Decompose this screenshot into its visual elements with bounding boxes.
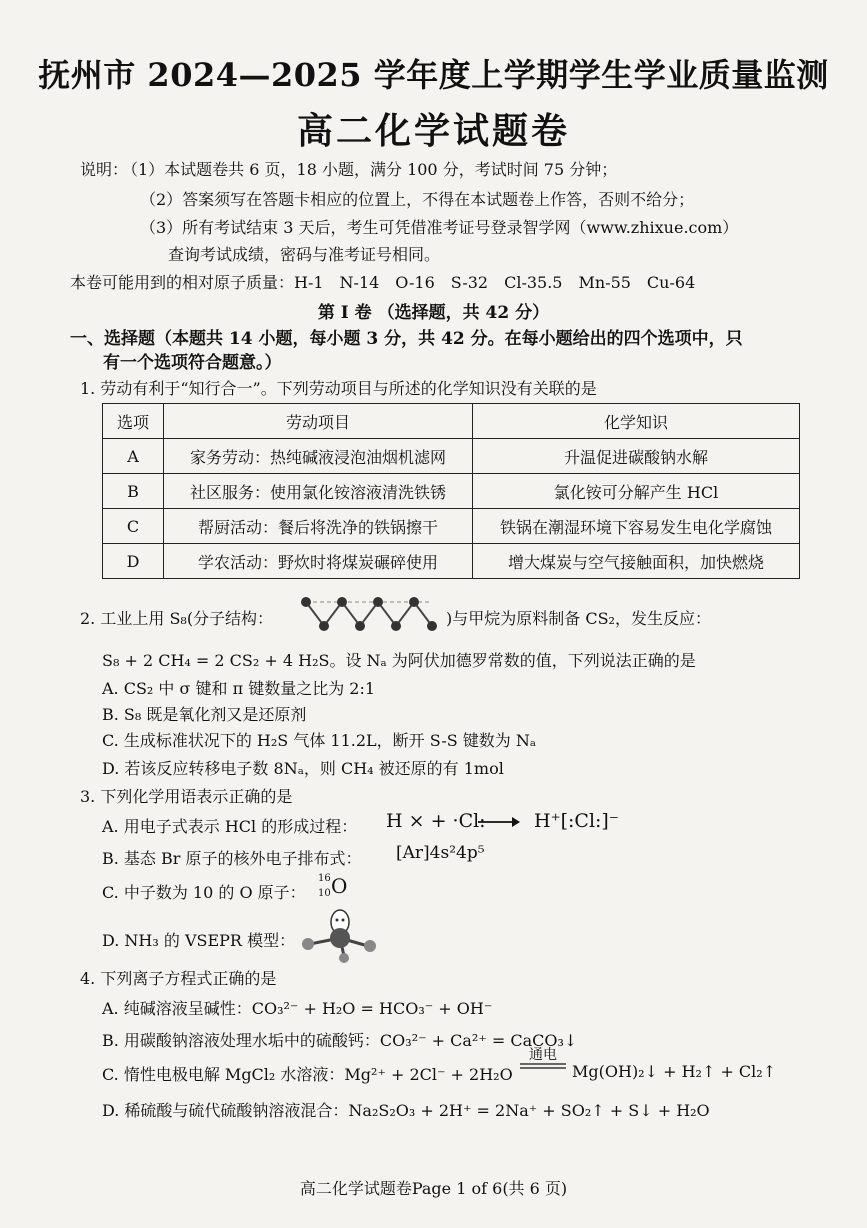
table-cell: A <box>103 439 164 474</box>
table-row <box>103 474 800 509</box>
q2-option-c: C. 生成标准状况下的 H₂S 气体 11.2L，断开 S-S 键数为 Nₐ <box>102 731 537 750</box>
nitrogen-atom <box>330 928 350 948</box>
q1-stem: 1. 劳动有利于“知行合一”。下列劳动项目与所述的化学知识没有关联的是 <box>80 379 597 398</box>
q3-option-a: A. 用电子式表示 HCl 的形成过程： <box>102 817 358 836</box>
instruction-item-3: （3）所有考试结束 3 天后，考生可凭借准考证号登录智学网（www.zhixue.com） <box>140 218 739 237</box>
instruction-item-1: （1）本试题卷共 6 页，18 小题，满分 100 分，考试时间 75 分钟； <box>122 160 618 179</box>
table-cell: 社区服务：使用氯化铵溶液清洗铁锈 <box>164 474 473 509</box>
table-header-cell: 选项 <box>103 404 164 439</box>
q2-stem-part2: )与甲烷为原料制备 CS₂，发生反应： <box>446 609 711 628</box>
q4-option-c-products: Mg(OH)₂↓ + H₂↑ + Cl₂↑ <box>572 1062 777 1081</box>
q3-option-a-formula-left: H × + ·Cl: <box>386 810 486 832</box>
instruction-item-2: （2）答案须写在答题卡相应的位置上，不得在本试题卷上作答，否则不给分； <box>140 190 695 209</box>
double-line-equals <box>520 1063 566 1069</box>
exam-subtitle: 高二化学试题卷 <box>296 110 570 152</box>
q4-option-c: C. 惰性电极电解 MgCl₂ 水溶液：Mg²⁺ + 2Cl⁻ + 2H₂O <box>102 1065 513 1084</box>
table-header-cell: 化学知识 <box>473 404 800 439</box>
q3-option-c-symbol: O <box>331 874 348 898</box>
s8-structure-diagram <box>296 592 446 636</box>
q3-option-b: B. 基态 Br 原子的核外电子排布式： <box>102 849 362 868</box>
arrow-right-icon <box>476 814 522 830</box>
q3-option-d: D. NH₃ 的 VSEPR 模型： <box>102 931 296 950</box>
q4-option-a: A. 纯碱溶液呈碱性：CO₃²⁻ + H₂O = HCO₃⁻ + OH⁻ <box>102 999 493 1018</box>
q3-option-c-mass-number: 16 <box>318 873 331 884</box>
table-cell: 升温促进碳酸钠水解 <box>473 439 800 474</box>
q4-option-c-condition: 通电 <box>529 1047 557 1063</box>
table-row <box>103 439 800 474</box>
nh3-vsepr-model <box>298 908 380 964</box>
table-header-cell: 劳动项目 <box>164 404 473 439</box>
q2-option-a: A. CS₂ 中 σ 键和 π 键数量之比为 2:1 <box>102 679 376 698</box>
q3-option-c: C. 中子数为 10 的 O 原子： <box>102 883 306 902</box>
q4-option-b: B. 用碳酸钠溶液处理水垢中的硫酸钙：CO₃²⁻ + Ca²⁺ = CaCO₃↓ <box>102 1031 578 1050</box>
table-cell: 帮厨活动：餐后将洗净的铁锅擦干 <box>164 509 473 544</box>
table-row <box>103 509 800 544</box>
table-cell: 学农活动：野炊时将煤炭碾碎使用 <box>164 544 473 579</box>
q2-reaction-line: S₈ + 2 CH₄ = 2 CS₂ + 4 H₂S。设 Nₐ 为阿伏加德罗常数的值，下列说法正确的是 <box>102 651 696 670</box>
q3-option-b-formula: [Ar]4s²4p⁵ <box>396 843 485 863</box>
instructions-label: 说明： <box>80 160 129 179</box>
table-cell: C <box>103 509 164 544</box>
table-cell: 增大煤炭与空气接触面积，加快燃烧 <box>473 544 800 579</box>
q3-option-a-formula-right: H⁺[:Cl:]⁻ <box>534 810 619 832</box>
table-cell: B <box>103 474 164 509</box>
q4-option-d: D. 稀硫酸与硫代硫酸钠溶液混合：Na₂S₂O₃ + 2H⁺ = 2Na⁺ + SO₂↑ + S↓ + H₂O <box>102 1101 710 1120</box>
q3-stem: 3. 下列化学用语表示正确的是 <box>80 787 293 806</box>
q2-stem-part1: 2. 工业上用 S₈(分子结构： <box>80 609 274 628</box>
table-cell: 家务劳动：热纯碱液浸泡油烟机滤网 <box>164 439 473 474</box>
section-intro-line1: 一、选择题（本题共 14 小题，每小题 3 分，共 42 分。在每小题给出的四个选项中，只 <box>70 329 743 349</box>
q2-option-d: D. 若该反应转移电子数 8Nₐ，则 CH₄ 被还原的有 1mol <box>102 759 504 778</box>
atomic-mass-note: 本卷可能用到的相对原子质量：H-1 N-14 O-16 S-32 Cl-35.5 Mn-55 Cu-64 <box>70 273 696 292</box>
table-cell: 氯化铵可分解产生 HCl <box>473 474 800 509</box>
table-cell: D <box>103 544 164 579</box>
page-footer: 高二化学试题卷Page 1 of 6(共 6 页) <box>299 1179 568 1198</box>
section-heading: 第 I 卷 （选择题，共 42 分） <box>317 303 550 323</box>
table-cell: 铁锅在潮湿环境下容易发生电化学腐蚀 <box>473 509 800 544</box>
q4-stem: 4. 下列离子方程式正确的是 <box>80 969 277 988</box>
instruction-item-3-cont: 查询考试成绩，密码与准考证号相同。 <box>168 245 441 264</box>
table-header-row <box>103 404 800 439</box>
exam-title: 抚州市 2024—2025 学年度上学期学生学业质量监测 <box>38 56 829 94</box>
table-row <box>103 544 800 579</box>
section-intro-line2: 有一个选项符合题意。） <box>103 353 282 373</box>
q2-option-b: B. S₈ 既是氧化剂又是还原剂 <box>102 705 307 724</box>
q3-option-c-atomic-number: 10 <box>318 888 331 899</box>
q1-table <box>102 403 800 579</box>
